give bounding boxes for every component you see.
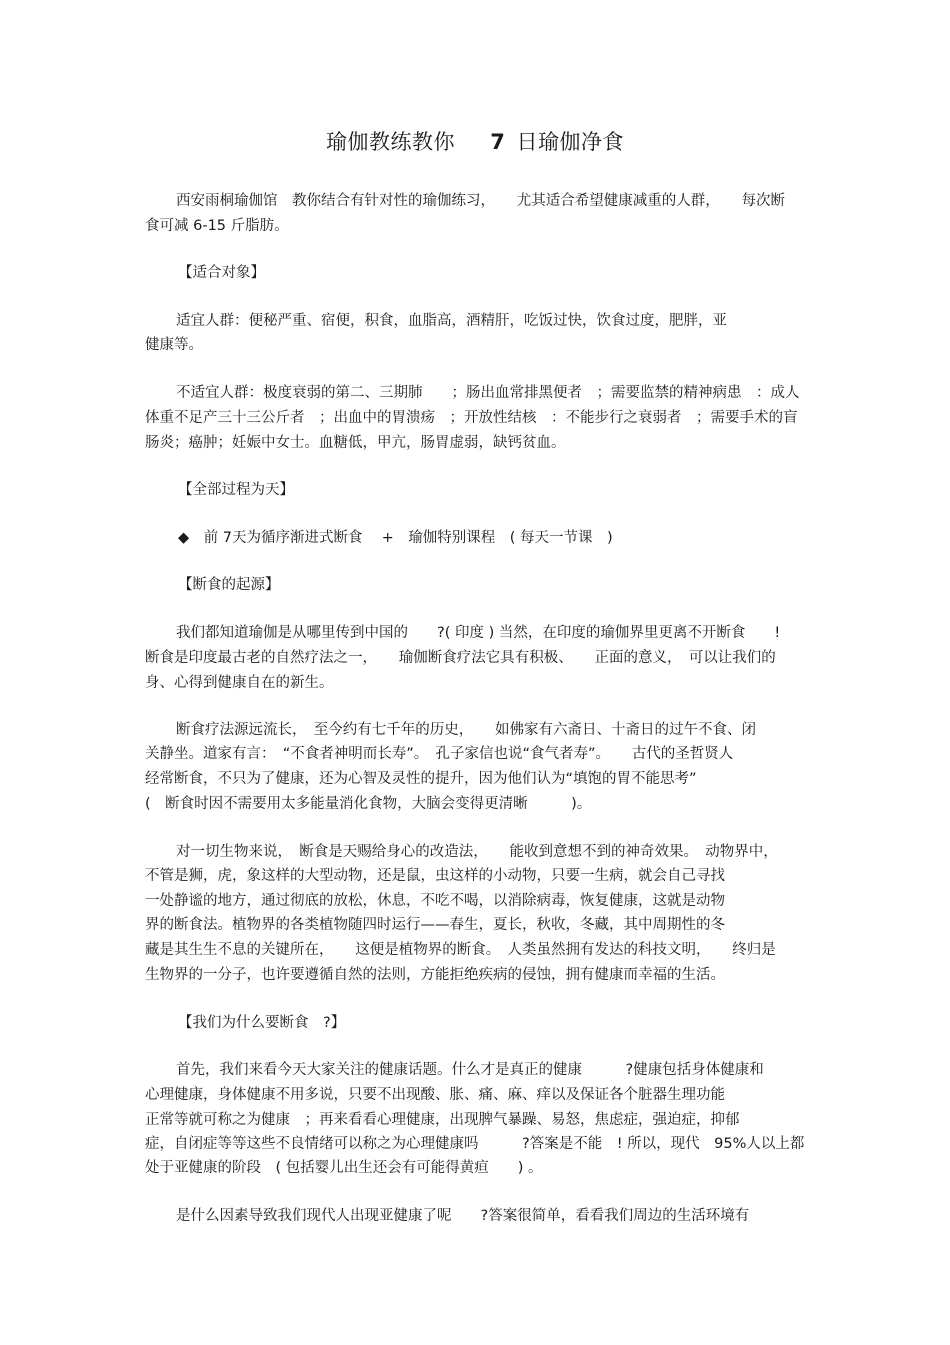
process-bullet: ◆ 前 7天为循序渐进式断食 + 瑜伽特别课程 ( 每天一节课 ) — [178, 530, 613, 546]
origin-p3-line-5: 藏是其生生不息的关键所在， 这便是植物界的断食。 人类虽然拥有发达的科技文明， 终归是 — [145, 942, 776, 958]
why-p1-line-2: 心理健康，身体健康不用多说，只要不出现酸、胀、痛、麻、痒以及保证各个脏器生理功能 — [145, 1087, 725, 1103]
origin-p3-line-4: 界的断食法。植物界的各类植物随四时运行——春生，夏长，秋收，冬藏，其中周期性的冬 — [145, 917, 725, 933]
section-heading-process: 【全部过程为天】 — [178, 482, 294, 498]
origin-p3-line-6: 生物界的一分子，也许要遵循自然的法则，方能拒绝疾病的侵蚀，拥有健康而幸福的生活。 — [145, 967, 725, 983]
why-p2-line-1: 是什么因素导致我们现代人出现亚健康了呢 ?答案很简单，看看我们周边的生活环境有 — [176, 1208, 750, 1224]
origin-p2-line-1: 断食疗法源远流长， 至今约有七千年的历史， 如佛家有六斋日、十斋日的过午不食、闭 — [176, 722, 756, 738]
why-p1-line-4: 症，自闭症等等这些不良情绪可以称之为心理健康吗 ?答案是不能 ! 所以，现代 95%人以上都 — [145, 1136, 805, 1152]
intro-line-2: 食可减 6-15 斤脂肪。 — [145, 218, 289, 234]
why-p1-line-1: 首先，我们来看今天大家关注的健康话题。什么才是真正的健康 ?健康包括身体健康和 — [176, 1062, 764, 1078]
origin-p3-line-1: 对一切生物来说， 断食是天赐给身心的改造法， 能收到意想不到的神奇效果。 动物界中， — [176, 844, 778, 860]
origin-p1-line-1: 我们都知道瑜伽是从哪里传到中国的 ?( 印度 ) 当然，在印度的瑜伽界里更离不开断食 ! — [176, 625, 781, 641]
origin-p1-line-3: 身、心得到健康自在的新生。 — [145, 675, 334, 691]
origin-p1-line-2: 断食是印度最古老的自然疗法之一， 瑜伽断食疗法它具有积极、 正面的意义， 可以让我们的 — [145, 650, 776, 666]
unsuitable-line-2: 体重不足产三十三公斤者 ；出血中的胃溃疡 ；开放性结核 ：不能步行之衰弱者 ；需要手术的盲 — [145, 410, 798, 426]
section-heading-origin: 【断食的起源】 — [178, 577, 280, 593]
title-number: 7 — [490, 130, 506, 154]
why-p1-line-5: 处于亚健康的阶段 ( 包括婴儿出生还会有可能得黄疸 ) 。 — [145, 1160, 543, 1176]
unsuitable-line-1: 不适宜人群：极度衰弱的第二、三期肺 ；肠出血常排黑便者 ；需要监禁的精神病患 ：成人 — [176, 385, 800, 401]
origin-p2-line-2: 关静坐。道家有言： “不食者神明而长寿”。 孔子家信也说“食气者寿”。 古代的圣哲贤人 — [145, 746, 734, 762]
title-prefix: 瑜伽教练教你 — [326, 130, 455, 154]
intro-line-1: 西安雨桐瑜伽馆 教你结合有针对性的瑜伽练习， 尤其适合希望健康减重的人群， 每次断 — [176, 193, 785, 209]
title-suffix: 日瑜伽净食 — [516, 130, 624, 154]
why-p1-line-3: 正常等就可称之为健康 ；再来看看心理健康，出现脾气暴躁、易怒，焦虑症，强迫症，抑郁 — [145, 1112, 740, 1128]
suitable-line-2: 健康等。 — [145, 337, 203, 353]
section-heading-suitable: 【适合对象】 — [178, 265, 265, 281]
origin-p3-line-3: 一处静谧的地方，通过彻底的放松，休息，不吃不喝，以消除病毒，恢复健康，这就是动物 — [145, 893, 725, 909]
suitable-line-1: 适宜人群：便秘严重、宿便，积食，血脂高，酒精肝，吃饭过快，饮食过度，肥胖，亚 — [176, 313, 727, 329]
section-heading-why: 【我们为什么要断食 ?】 — [178, 1015, 346, 1031]
origin-p3-line-2: 不管是狮，虎，象这样的大型动物，还是鼠，虫这样的小动物，只要一生病，就会自己寻找 — [145, 868, 725, 884]
origin-p2-line-3: 经常断食，不只为了健康，还为心智及灵性的提升，因为他们认为“填饱的胃不能思考” — [145, 771, 697, 787]
unsuitable-line-3: 肠炎；癌肿；妊娠中女士。血糖低，甲亢，肠胃虚弱，缺钙贫血。 — [145, 435, 566, 451]
origin-p2-line-4: ( 断食时因不需要用太多能量消化食物，大脑会变得更清晰 )。 — [145, 796, 592, 812]
page-title — [0, 126, 950, 156]
